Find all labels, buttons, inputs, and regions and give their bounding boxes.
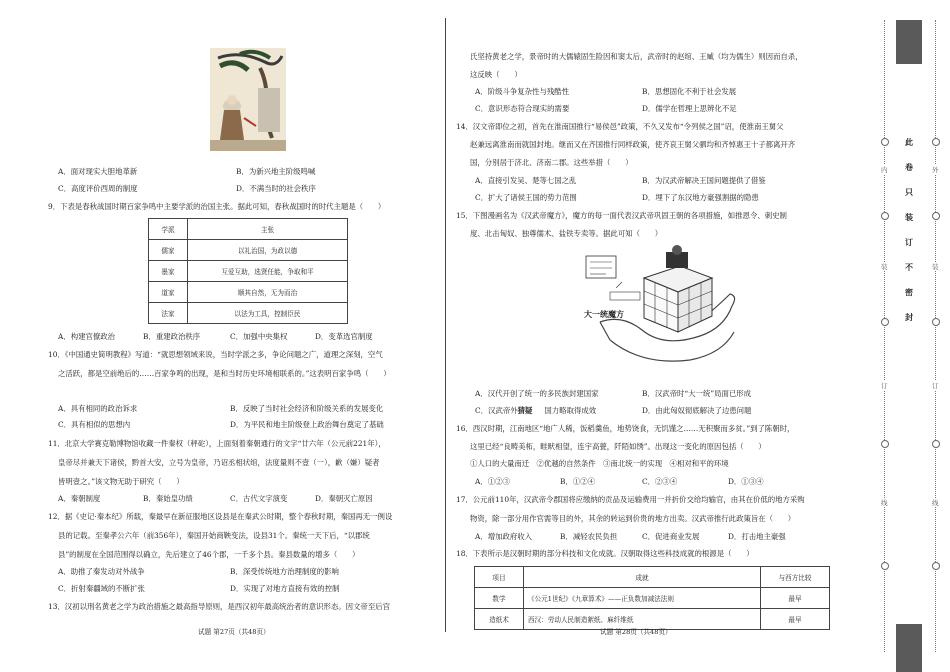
page-divider — [445, 18, 446, 632]
q16-line1: 16．西汉时期，江南地区“地广人稀，饭稻羹鱼，地势饶食，无饥馑之……无积聚而多贫。”到了陈朝时， — [456, 424, 795, 433]
binding-hole-circle — [932, 318, 940, 326]
q12-line1: 12．据《史记·秦本纪》所载，秦最早在新征服地区设县是在秦武公时期，整个春秋时期，秦国再无一例设 — [48, 512, 393, 521]
q12-option-a: A．助推了秦发动对外战争 — [58, 567, 145, 576]
q8-option-b: B．为新兴地主阶级鸣喊 — [236, 167, 316, 176]
binding-hole-circle — [932, 138, 940, 146]
q13-option-a: A．阶级斗争复杂性与残酷性 — [475, 87, 570, 96]
table-cell: 造纸术 — [475, 609, 524, 630]
page-footer-left: 试题 第27页（共48页） — [198, 628, 270, 636]
q16-items: ①人口的大量南迁 ②优越的自然条件 ③南北统一的实现 ④相对和平的环境 — [470, 459, 729, 468]
binding-dark-block-bottom — [896, 624, 922, 672]
q13-line2: 氏坚持黄老之学，景帝时的大儒辕固生险因和窦太后，武帝时的赵绾、王臧（均为儒生）则因而自杀， — [470, 52, 803, 61]
table-header: 与西方比较 — [761, 567, 830, 588]
q17-line2: 物资，除一部分用作官需等目的外，其余的转运到价贵的地方出卖。汉武帝推行此政策旨在（ ） — [470, 514, 796, 523]
notice-char: 此 — [905, 137, 913, 147]
q18-stem: 18．下表所示是汉朝时期的部分科技和文化成就。汉朝取得这些科技成就的根源是（ ） — [456, 549, 754, 558]
table-cell: 数学 — [475, 588, 524, 609]
binding-hole-circle — [932, 440, 940, 448]
table-cell: 以礼治国，为政以德 — [188, 240, 348, 261]
table-cell: 墨家 — [149, 261, 188, 282]
table-cell: 道家 — [149, 282, 188, 303]
table-row — [149, 240, 348, 261]
table-header: 项目 — [475, 567, 524, 588]
cartoon-label: 大一统魔方 — [584, 309, 624, 319]
q13-option-d: D．儒学在哲理上思辨化不足 — [642, 104, 737, 113]
outer-dotted-line — [935, 20, 936, 652]
notice-char: 封 — [905, 312, 913, 322]
q14-option-c: C．扩大了诸侯王国的势力范围 — [475, 193, 577, 202]
q16-option-d: D．①③④ — [728, 477, 764, 486]
binding-hole-circle — [881, 440, 889, 448]
q15-line1: 15．下图漫画名为《汉武帝魔方》，魔方的每一面代表汉武帝巩固王朝的各项措施，如推恩令、刺史制 — [456, 211, 787, 220]
q13-option-c: C．意识形态符合现实的需要 — [475, 104, 570, 113]
q15-option-a: A．汉代开创了统一的多民族封建国家 — [475, 389, 599, 398]
q9-option-d: D．变革选官制度 — [315, 332, 373, 341]
q9-option-b: B．重建政治秩序 — [143, 332, 201, 341]
outer-label: 装 — [932, 263, 939, 271]
q11-option-a: A．秦朝制度 — [58, 494, 101, 503]
binding-hole-circle — [881, 562, 889, 570]
q14-option-d: D．埋下了东汉地方豪强割据的隐患 — [642, 193, 759, 202]
inner-dotted-line — [884, 20, 885, 652]
q10-option-b: B．反映了当时社会经济和阶级关系的发展变化 — [230, 404, 384, 413]
table-row — [149, 303, 348, 324]
table-header: 成就 — [524, 567, 761, 588]
page-footer-right: 试题 第28页（共48页） — [600, 628, 672, 636]
table-row — [149, 261, 348, 282]
table-header: 学派 — [149, 219, 188, 240]
q17-option-b: B．减轻农民负担 — [560, 532, 618, 541]
q10-option-d: D．为平民和地主阶级登上政治舞台奠定了基础 — [230, 420, 384, 429]
notice-char: 不 — [905, 262, 913, 272]
q15-option-d: D．由此匈奴彻底解决了边患问题 — [642, 406, 752, 415]
table-cell: 顺其自然，无为而治 — [188, 282, 348, 303]
table-cell: 以法为工具，控制臣民 — [188, 303, 348, 324]
binding-hole-circle — [932, 212, 940, 220]
q14-option-a: A．直接引发吴、楚等七国之乱 — [475, 176, 577, 185]
notice-char: 订 — [905, 237, 913, 247]
binding-hole-circle — [881, 138, 889, 146]
binding-dark-block-top — [896, 20, 922, 64]
q13-line1: 13．汉初以刑名黄老之学为政治措施之最高指导原则，是西汉初年最高统治者的意识形态。因文帝至后宫 — [48, 602, 390, 611]
q10-option-c: C．具有相似的思想内 — [58, 420, 131, 429]
binding-hole-circle — [932, 562, 940, 570]
inner-label: 装 — [881, 263, 888, 271]
q12-option-d: D．实现了对地方直接有效的控制 — [230, 584, 340, 593]
q14-option-b: B．为汉武帝解决王国问题提供了借鉴 — [642, 176, 766, 185]
table-row — [475, 588, 830, 609]
q11-option-c: C．古代文字演变 — [230, 494, 288, 503]
notice-char: 卷 — [905, 162, 913, 172]
q14-line2: 赵兼远离淮南而就国封地。继而又在齐国推行同样政策，使齐哀王舅父驷均和齐悼惠王十子都离开齐 — [470, 140, 796, 149]
q14-line1: 14．汉文帝即位之初，首先在淮南国推行“易侯邑”政策，不久又发布“令列侯之国”诏，使淮南王舅父 — [456, 122, 784, 131]
table-cell: 法家 — [149, 303, 188, 324]
table-cell: 西汉：劳动人民制造絮纸、麻纤维纸 — [524, 609, 761, 630]
table-row — [149, 282, 348, 303]
q18-table — [474, 566, 830, 630]
q17-option-a: A．增加政府收入 — [475, 532, 533, 541]
q11-line2: 皇帝尽并兼天下诸侯，黔首大安，立号为皇帝，乃诏丞相状绾，法度量则不壹（一），歉（嫌）疑者 — [58, 458, 380, 467]
q12-line2: 县的记载。至秦孝公六年（前356年），秦国开始商鞅变法，设县31个。秦统一天下后，“以郡统 — [58, 531, 370, 540]
q10-line2: 之活跃，都是空前绝后的……百家争鸣的出现，是和当时历史环境相联系的。”这表明百家争鸣（ ） — [58, 369, 391, 378]
q12-line3: 县”的制度在全国范围得以确立，先后建立了46个郡，一千多个县。秦县数量的增多（ ） — [58, 550, 360, 559]
q15-option-b: B．汉武帝时“大一统”局面已形成 — [642, 389, 752, 398]
q9-option-a: A．构建官僚政治 — [58, 332, 116, 341]
q14-line3: 国，分别居于济北、济南二郡。这些举措（ ） — [470, 158, 633, 167]
inner-label: 订 — [881, 382, 888, 390]
q10-option-a: A．具有相同的政治诉求 — [58, 404, 138, 413]
q15-line2: 度、北击匈奴、独尊儒术、盐铁专卖等。据此可知（ ） — [470, 229, 663, 238]
table-header: 主张 — [188, 219, 348, 240]
q11-option-d: D．秦朝灭亡原因 — [315, 494, 373, 503]
q11-line3: 皆明壹之。”该文物无助于研究（ ） — [58, 477, 184, 486]
q15-option-c-bold: 猜疑 — [517, 406, 533, 415]
q11-option-b: B．秦始皇功绩 — [143, 494, 193, 503]
q9-stem: 9．下表是春秋战国时期百家争鸣中主要学派的治国主张。据此可知，春秋战国时的时代主题是（ ） — [48, 202, 386, 211]
q12-option-b: B．深受传统地方治理制度的影响 — [230, 567, 339, 576]
q17-option-d: D．打击地主豪强 — [728, 532, 786, 541]
q12-option-c: C．折射秦疆域的不断扩张 — [58, 584, 145, 593]
scholar-painting-image — [210, 48, 286, 151]
q9-option-c: C．加强中央集权 — [230, 332, 288, 341]
q16-line2: 这里已经“良畴美柘，畦畎相望，连宇高甍，阡陌如绣”。出现这一变化的原因包括（ ） — [470, 442, 766, 451]
q16-option-b: B．①②④ — [560, 477, 595, 486]
q13-option-b: B．思想固化不利于社会发展 — [642, 87, 737, 96]
q13-line3: 这反映（ ） — [470, 70, 522, 79]
q17-line1: 17．公元前110年，汉武帝令郡国将应缴纳的贡品及运输费用一并折价交给均输官，由其在价低的地方采购 — [456, 495, 805, 504]
q8-option-d: D．不满当时的社会秩序 — [236, 184, 316, 193]
q10-line1: 10．《中国通史简明教程》写道：“就思想领域来说，当时学派之多，争论问题之广，道理之深刻，空气 — [48, 350, 383, 359]
inner-label: 线 — [881, 499, 888, 507]
q8-option-a: A．面对现实大胆地革新 — [58, 167, 138, 176]
binding-hole-circle — [881, 212, 889, 220]
table-cell: 最早 — [761, 588, 830, 609]
outer-label: 线 — [932, 499, 939, 507]
q16-option-c: C．②③④ — [642, 477, 678, 486]
q15-option-c-rest: 国力略取得成效 — [544, 406, 597, 415]
q17-option-c: C．促进商业发展 — [642, 532, 700, 541]
q8-option-c: C．高度评价西周的制度 — [58, 184, 138, 193]
q9-table — [148, 218, 348, 324]
outer-label: 外 — [932, 166, 939, 174]
table-cell: 互爱互助，选贤任能，争取和平 — [188, 261, 348, 282]
outer-label: 订 — [932, 382, 939, 390]
q15-option-c — [475, 406, 596, 416]
table-cell: 最早 — [761, 609, 830, 630]
inner-label: 内 — [881, 166, 888, 174]
binding-hole-circle — [881, 318, 889, 326]
table-cell: 《公元1世纪》《九章算术》——正负数加减法法则 — [524, 588, 761, 609]
notice-char: 只 — [905, 187, 913, 197]
q11-line1: 11．北京大学赛克勒博物馆收藏一件秦权（秤砣），上面刻着秦朝通行的文字“廿六年（公元前221年）， — [48, 439, 386, 448]
table-cell: 儒家 — [149, 240, 188, 261]
notice-char: 密 — [905, 287, 913, 297]
q15-option-c-text: C．汉武帝外 — [475, 406, 518, 415]
notice-char: 装 — [905, 212, 913, 222]
q16-option-a: A．①②③ — [475, 477, 510, 486]
